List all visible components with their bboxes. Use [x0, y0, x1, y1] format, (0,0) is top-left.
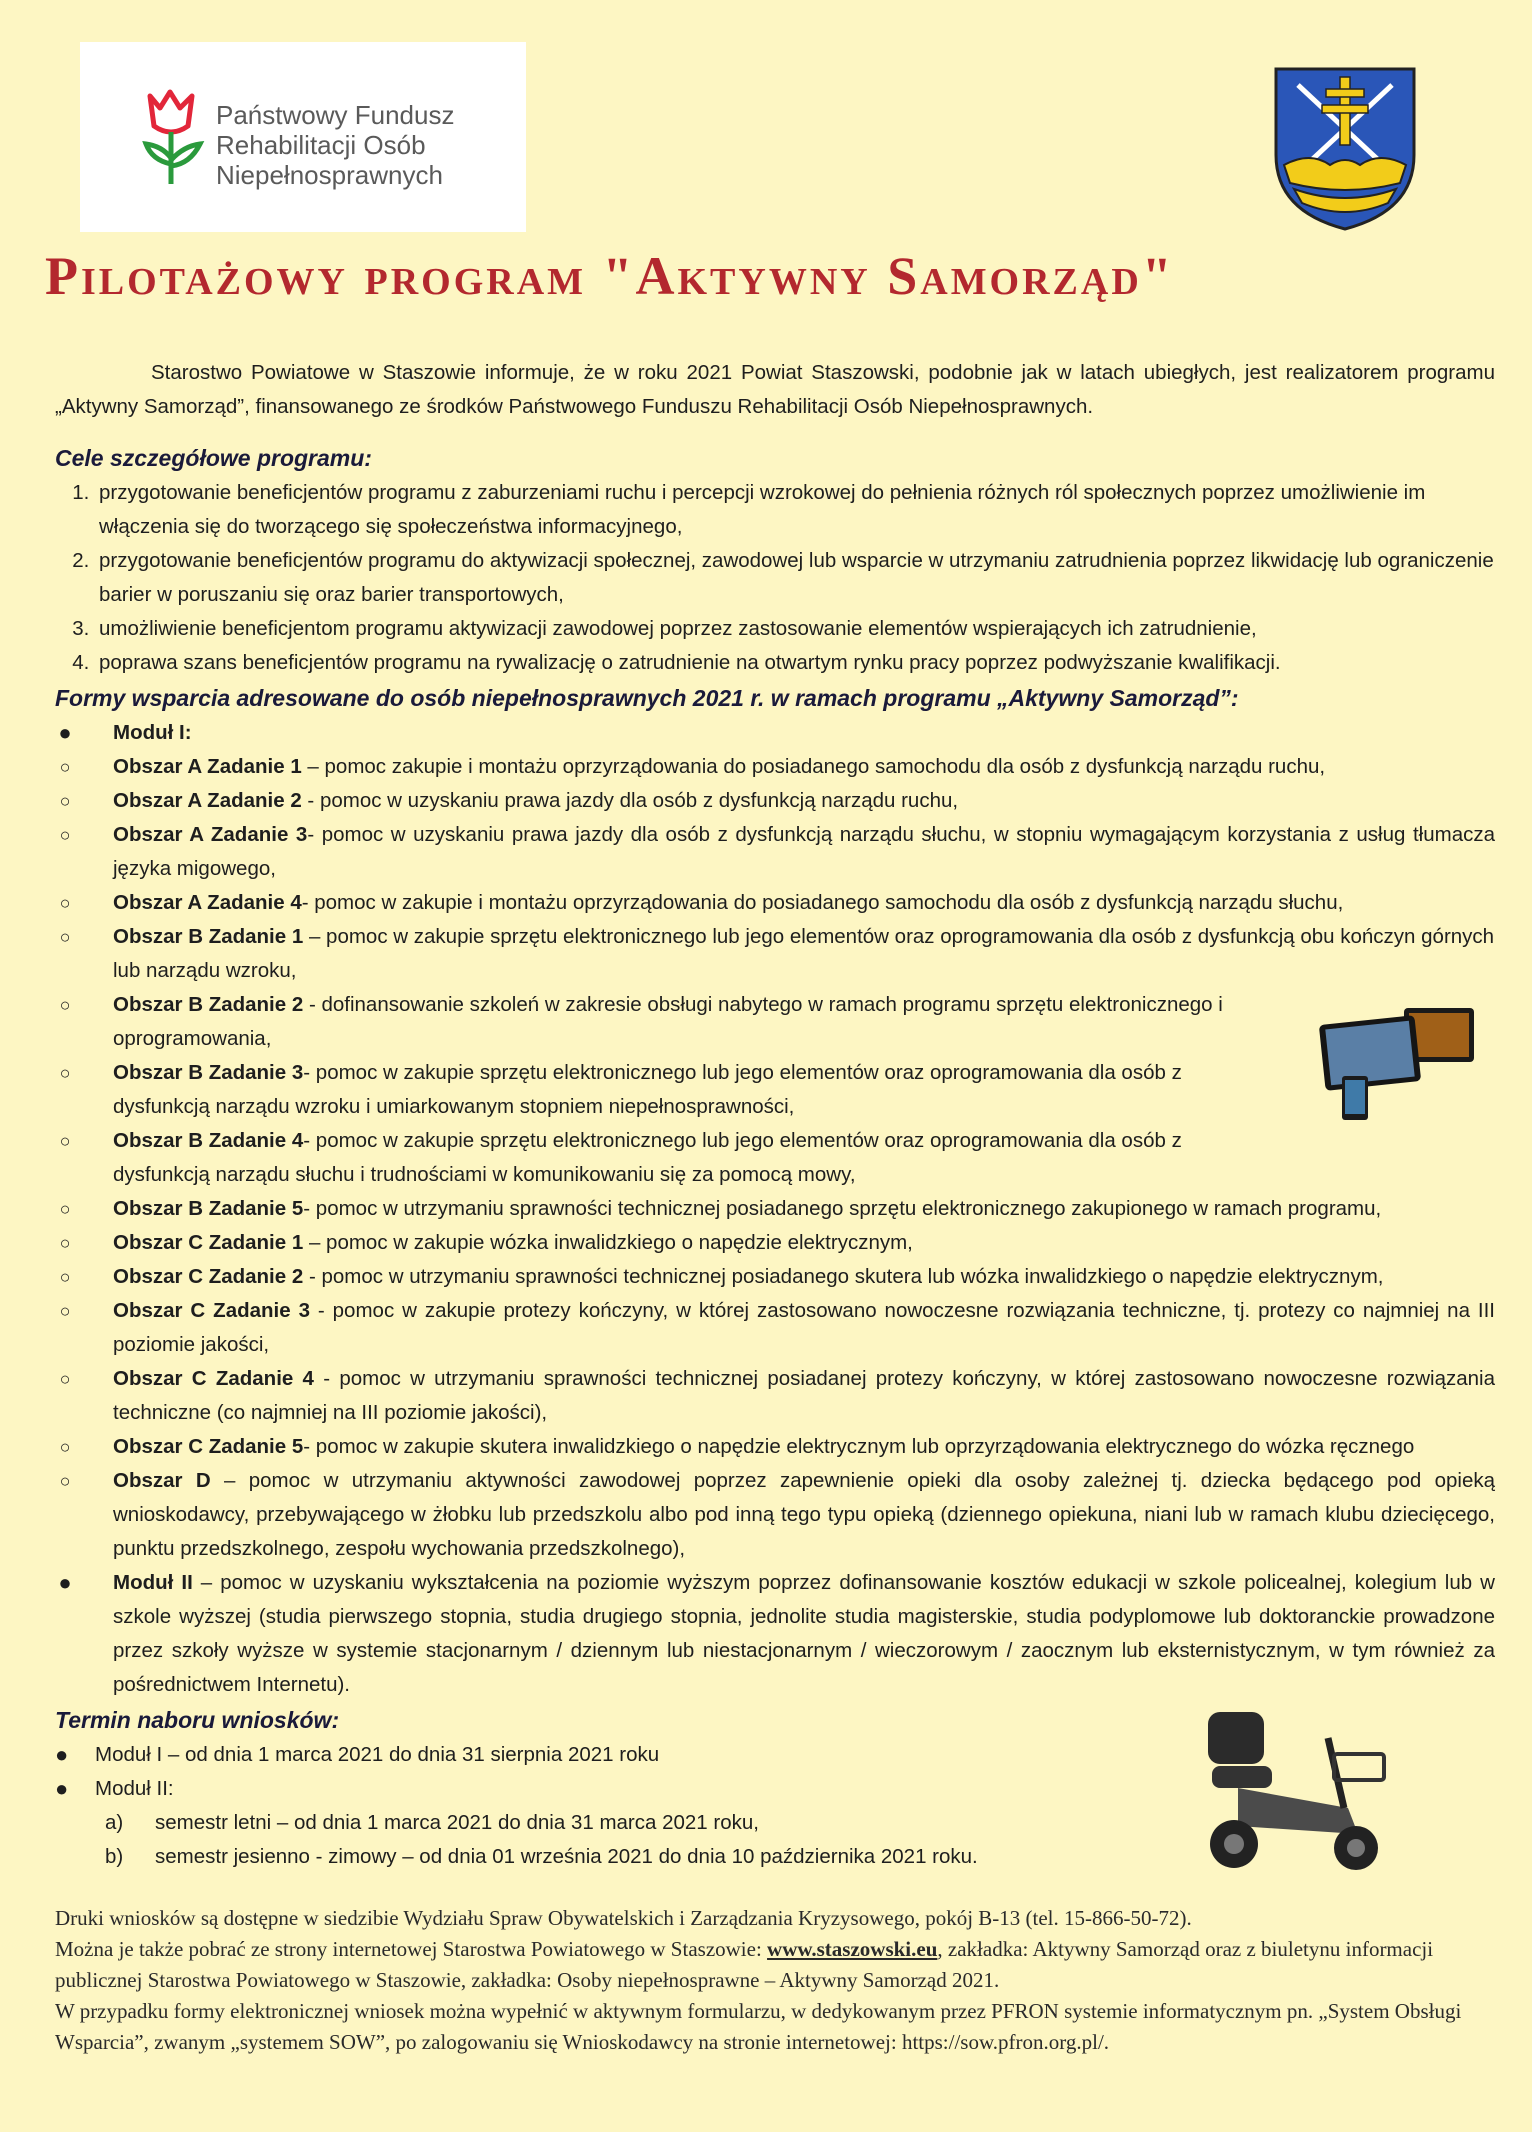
- circle-bullet-icon: ○: [59, 927, 71, 947]
- intro-paragraph: Starostwo Powiatowe w Staszowie informuje, że w roku 2021 Powiat Staszowski, podobnie jak w latach ubiegłych, jest realizatorem programu „Aktywny Samorząd”, finansowanego ze środków Państwowego Funduszu Rehabilitacji Osób Niepełnosprawnych.: [55, 361, 1495, 418]
- task-item: ○ Obszar B Zadanie 1 – pomoc w zakupie sprzętu elektronicznego lub jego elementów oraz oprogramowania dla osób z dysfunkcją obu kończyn górnych lub narządu wzroku,: [55, 920, 1495, 988]
- circle-bullet-icon: ○: [59, 1301, 71, 1321]
- footer-line: W przypadku formy elektronicznej wniosek można wypełnić w aktywnym formularzu, w dedykowanym przez PFRON systemie informatycznym pn. „System Obsługi Wsparcia”, zwanym „systemem SOW”, po zalogowaniu się Wnioskodawcy na stronie internetowej: https://sow.pfron.org.pl/.: [55, 1999, 1462, 2054]
- circle-bullet-icon: ○: [59, 1233, 71, 1253]
- circle-bullet-icon: ○: [59, 825, 71, 845]
- task-item: ○ Obszar C Zadanie 1 – pomoc w zakupie wózka inwalidzkiego o napędzie elektrycznym,: [55, 1226, 1495, 1260]
- circle-bullet-icon: ○: [59, 995, 71, 1015]
- circle-bullet-icon: ○: [59, 1369, 71, 1389]
- circle-bullet-icon: ○: [59, 1437, 71, 1457]
- circle-bullet-icon: ○: [59, 1471, 71, 1491]
- list-item: ● Moduł II:: [55, 1772, 1495, 1806]
- website-link[interactable]: www.staszowski.eu: [767, 1937, 938, 1961]
- task-item: ○ Obszar A Zadanie 4- pomoc w zakupie i montażu oprzyrządowania do posiadanego samochodu dla osób z dysfunkcją narządu słuchu,: [55, 886, 1495, 920]
- tulip-logo-icon: [138, 86, 210, 186]
- task-item: ○ Obszar B Zadanie 2 - dofinansowanie szkoleń w zakresie obsługi nabytego w ramach programu sprzętu elektronicznego i oprogramowania,: [55, 988, 1495, 1056]
- list-item: a) semestr letni – od dnia 1 marca 2021 do dnia 31 marca 2021 roku,: [105, 1811, 759, 1834]
- task-item: ○ Obszar D – pomoc w utrzymaniu aktywności zawodowej poprzez zapewnienie opieki dla osoby zależnej tj. dziecka będącego pod opieką wnioskodawcy, przebywającego w żłobku lub przedszkolu albo pod inną tego typu opieką (dziennego opiekuna, niani lub w ramach klubu dziecięcego, punktu przedszkolnego, zespołu wychowania przedszkolnego),: [55, 1464, 1495, 1566]
- task-item: ○ Obszar C Zadanie 2 - pomoc w utrzymaniu sprawności technicznej posiadanego skutera lub wózka inwalidzkiego o napędzie elektrycznym,: [55, 1260, 1495, 1294]
- forms-heading: Formy wsparcia adresowane do osób niepełnosprawnych 2021 r. w ramach programu „Aktywny Samorząd”:: [55, 685, 1239, 711]
- list-item: b) semestr jesienno - zimowy – od dnia 01 września 2021 do dnia 10 października 2021 roku.: [105, 1845, 978, 1868]
- task-item: ○ Obszar C Zadanie 5- pomoc w zakupie skutera inwalidzkiego o napędzie elektrycznym lub oprzyrządowania elektrycznego do wózka ręcznego: [55, 1430, 1495, 1464]
- main-content: [55, 356, 1495, 1874]
- circle-bullet-icon: ○: [59, 757, 71, 777]
- circle-bullet-icon: ○: [59, 893, 71, 913]
- page-title: Pilotażowy program "Aktywny Samorząd": [45, 246, 1175, 306]
- goals-list: [55, 476, 1495, 680]
- task-item: ○ Obszar C Zadanie 3 - pomoc w zakupie protezy kończyny, w której zastosowano nowoczesne rozwiązania techniczne, tj. protezy co najmniej na III poziomie jakości,: [55, 1294, 1495, 1362]
- circle-bullet-icon: ○: [59, 1063, 71, 1083]
- support-forms-list: [55, 716, 1495, 1702]
- list-item: 4. poprawa szans beneficjentów programu na rywalizację o zatrudnienie na otwartym rynku pracy poprzez podwyższanie kwalifikacji.: [95, 646, 1495, 680]
- circle-bullet-icon: ○: [59, 791, 71, 811]
- task-item: ○ Obszar A Zadanie 2 - pomoc w uzyskaniu prawa jazdy dla osób z dysfunkcją narządu ruchu,: [55, 784, 1495, 818]
- module-1-item: ● Moduł I:: [55, 716, 1495, 750]
- circle-bullet-icon: ○: [59, 1131, 71, 1151]
- task-item: ○ Obszar B Zadanie 3- pomoc w zakupie sprzętu elektronicznego lub jego elementów oraz oprogramowania dla osób z dysfunkcją narządu wzroku i umiarkowanym stopniem niepełnosprawności,: [55, 1056, 1495, 1124]
- list-item: 3. umożliwienie beneficjentom programu aktywizacji zawodowej poprzez zastosowanie elementów wspierających ich zatrudnienie,: [95, 612, 1495, 646]
- list-item: 2. przygotowanie beneficjentów programu do aktywizacji społecznej, zawodowej lub wsparcie w utrzymaniu zatrudnienia poprzez likwidację lub ograniczenie barier w poruszaniu się oraz barier transportowych,: [95, 544, 1495, 612]
- task-item: ○ Obszar B Zadanie 5- pomoc w utrzymaniu sprawności technicznej posiadanego sprzętu elektronicznego zakupionego w ramach programu,: [55, 1192, 1495, 1226]
- bullet-icon: ●: [55, 1776, 69, 1801]
- list-item: 1. przygotowanie beneficjentów programu z zaburzeniami ruchu i percepcji wzrokowej do pełnienia różnych ról społecznych poprzez umożliwienie im włączenia się do tworzącego się społeczeństwa informacyjnego,: [95, 476, 1495, 544]
- pfron-logo: [80, 42, 526, 232]
- bullet-icon: ●: [58, 1570, 72, 1595]
- footer-line: Druki wniosków są dostępne w siedzibie Wydziału Spraw Obywatelskich i Zarządzania Kryzysowego, pokój B-13 (tel. 15-866-50-72).: [55, 1906, 1192, 1930]
- mobility-scooter-illustration-icon: [1198, 1708, 1398, 1876]
- bullet-icon: ●: [55, 1742, 69, 1767]
- task-item: ○ Obszar C Zadanie 4 - pomoc w utrzymaniu sprawności technicznej posiadanej protezy kończyny, w której zastosowano nowoczesne rozwiązania techniczne (co najmniej na III poziomie jakości),: [55, 1362, 1495, 1430]
- pfron-logo-text: Państwowy Fundusz Rehabilitacji Osób Niepełnosprawnych: [216, 100, 455, 190]
- circle-bullet-icon: ○: [59, 1199, 71, 1219]
- terms-heading: Termin naboru wniosków:: [55, 1707, 340, 1733]
- bullet-icon: ●: [58, 720, 72, 745]
- goals-heading: Cele szczegółowe programu:: [55, 445, 372, 471]
- task-item: ○ Obszar B Zadanie 4- pomoc w zakupie sprzętu elektronicznego lub jego elementów oraz oprogramowania dla osób z dysfunkcją narządu słuchu i trudnościami w komunikowaniu się za pomocą mowy,: [55, 1124, 1495, 1192]
- tablets-illustration-icon: [1318, 1006, 1476, 1131]
- footer-info: [55, 1903, 1495, 2058]
- footer-line: Można je także pobrać ze strony internetowej Starostwa Powiatowego w Staszowie: www.staszowski.eu, zakładka: Aktywny Samorząd oraz z biuletynu informacji publicznej Starostwa Powiatowego w Staszowie, zakładka: Osoby niepełnosprawne – Aktywny Samorząd 2021.: [55, 1937, 1434, 1992]
- circle-bullet-icon: ○: [59, 1267, 71, 1287]
- task-item: ○ Obszar A Zadanie 1 – pomoc zakupie i montażu oprzyrządowania do posiadanego samochodu dla osób z dysfunkcją narządu ruchu,: [55, 750, 1495, 784]
- task-item: ○ Obszar A Zadanie 3- pomoc w uzyskaniu prawa jazdy dla osób z dysfunkcją narządu słuchu, w stopniu wymagającym korzystania z usług tłumacza języka migowego,: [55, 818, 1495, 886]
- county-crest-icon: [1270, 65, 1420, 233]
- module-2-item: ● Moduł II – pomoc w uzyskaniu wykształcenia na poziomie wyższym poprzez dofinansowanie kosztów edukacji w szkole policealnej, kolegium lub w szkole wyższej (studia pierwszego stopnia, studia drugiego stopnia, jednolite studia magisterskie, studia podyplomowe lub doktoranckie prowadzone przez szkoły wyższe w systemie stacjonarnym / dziennym lub niestacjonarnym / wieczorowym / zaocznym lub eksternistycznym, w tym również za pośrednictwem Internetu).: [55, 1566, 1495, 1702]
- list-item: ● Moduł I – od dnia 1 marca 2021 do dnia 31 sierpnia 2021 roku: [55, 1738, 1495, 1772]
